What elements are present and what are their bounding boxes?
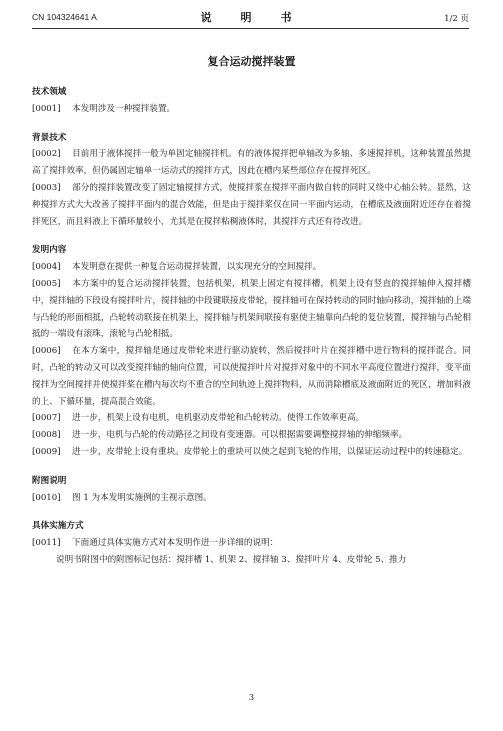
paragraph bbox=[32, 444, 471, 461]
paragraph-text: 本发明意在提供一种复合运动搅拌装置，以实现充分的空间搅拌。 bbox=[72, 262, 322, 273]
paragraph-number: [0009] bbox=[32, 446, 61, 457]
paragraph-continuation: 说明书附图中的附图标记包括：搅拌槽 1、机架 2、搅拌轴 3、搅拌叶片 4、皮带轮 5、推力 bbox=[56, 554, 407, 565]
paragraph-text: 目前用于液体搅拌一般为单固定轴搅拌机。有的液体搅拌把单轴改为多轴、多速搅拌机，这种装置虽然提高了搅拌效率，但仍属固定轴单一运动式的搅拌方式，因此在槽内某些部位存在搅拌死区。 bbox=[32, 149, 471, 177]
paragraph bbox=[32, 180, 471, 230]
paragraph-text: 在本方案中，搅拌轴是通过皮带轮来进行驱动旋转，然后搅拌叶片在搅拌槽中进行物料的搅拌混合。同时，凸轮的转动又可以改变搅拌轴的轴向位置，可以使搅拌叶片对搅拌对象中的不同水平高度位置进行搅拌，变平面搅拌为空间搅拌并使搅拌桨在槽内每次均不重合的空间轨迹上搅拌物料，从而消除槽底及液面附近的死区，增加料液的上、下循环量，提高混合效能。 bbox=[32, 346, 471, 407]
paragraph-number: [0004] bbox=[32, 262, 61, 273]
header-page-indicator: 1/2 页 bbox=[444, 14, 469, 24]
paragraph-text: 下面通过具体实施方式对本发明作进一步详细的说明： bbox=[72, 538, 279, 549]
paragraph-text: 进一步，机架上设有电机，电机驱动皮带轮和凸轮转动。使得工作效率更高。 bbox=[72, 413, 365, 424]
section-heading: 附图说明 bbox=[32, 475, 67, 486]
page-header bbox=[32, 10, 469, 26]
publication-number: CN 104324641 A bbox=[32, 12, 97, 22]
header-title: 说 明 书 bbox=[200, 11, 301, 24]
paragraph bbox=[32, 490, 471, 507]
paragraph-text: 部分的搅拌装置改变了固定轴搅拌方式，使搅拌浆在搅拌平面内做自转的同时又绕中心轴公转。显然，这种搅拌方式大大改善了搅拌平面内的混合效能，但是由于搅拌桨仅在同一平面内运动，在槽底及液面附近还存在着搅拌死区，而且料液上下循环量较小，尤其是在搅拌粘稠液体时，其搅拌方式还有待改进。 bbox=[32, 182, 471, 227]
paragraph-number: [0008] bbox=[32, 430, 61, 441]
paragraph-text: 本方案中的复合运动搅拌装置，包括机架，机架上固定有搅拌槽，机架上设有竖直的搅拌轴伸入搅拌槽中，搅拌轴的下段设有搅拌叶片，搅拌轴的中段键联接皮带轮，搅拌轴可在保持转动的同时轴向移动，搅拌轴的上端与凸轮的形面相抵，凸轮转动联接在机架上，搅拌轴与机架间联接有驱使主轴靠向凸轮的复位装置，搅拌轴与凸轮相抵的一端设有滚珠，滚轮与凸轮相抵。 bbox=[32, 278, 471, 340]
paragraph-number: [0005] bbox=[32, 278, 61, 289]
paragraph-text: 进一步，皮带轮上设有重块。皮带轮上的重块可以使之起到飞轮的作用，以保证运动过程中的转速稳定。 bbox=[72, 446, 468, 457]
section-heading: 发明内容 bbox=[32, 245, 67, 256]
paragraph bbox=[32, 410, 471, 427]
paragraph-number: [0011] bbox=[32, 538, 61, 549]
paragraph-text: 进一步，电机与凸轮的传动路径之间设有变速器。可以根据需要调整搅拌轴的伸缩频率。 bbox=[72, 430, 408, 441]
section-heading: 具体实施方式 bbox=[32, 521, 84, 532]
document-body bbox=[32, 84, 471, 569]
paragraph-number: [0007] bbox=[32, 413, 61, 424]
page-number: 3 bbox=[248, 693, 255, 703]
paragraph bbox=[32, 427, 471, 444]
section-heading: 技术领域 bbox=[32, 87, 67, 97]
paragraph bbox=[32, 343, 471, 410]
paragraph-number: [0003] bbox=[32, 182, 61, 193]
paragraph-number: [0006] bbox=[32, 346, 61, 357]
paragraph bbox=[32, 101, 471, 118]
paragraph-number: [0010] bbox=[32, 492, 61, 503]
paragraph bbox=[32, 276, 471, 343]
paragraph-text: 本发明涉及一种搅拌装置。 bbox=[72, 103, 176, 114]
paragraph-text: 图 1 为本发明实施例的主视示意图。 bbox=[72, 492, 212, 503]
paragraph bbox=[32, 535, 471, 552]
header-rule bbox=[32, 28, 469, 29]
paragraph bbox=[32, 146, 471, 180]
section-heading: 背景技术 bbox=[32, 132, 67, 143]
paragraph-number: [0002] bbox=[32, 149, 61, 160]
document-title: 复合运动搅拌装置 bbox=[207, 55, 296, 68]
paragraph bbox=[32, 259, 471, 276]
paragraph-number: [0001] bbox=[32, 103, 61, 114]
